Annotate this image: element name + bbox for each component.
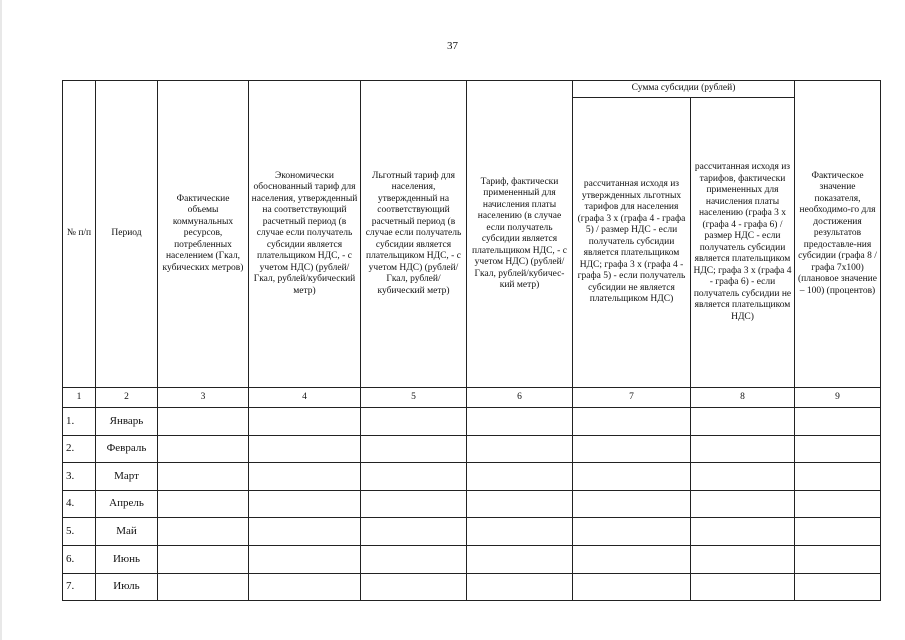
page-edge: [0, 0, 2, 640]
row-period: Апрель: [96, 490, 158, 518]
empty-cell: [467, 573, 573, 601]
empty-cell: [249, 518, 361, 546]
empty-cell: [361, 545, 467, 573]
row-period: Февраль: [96, 435, 158, 463]
empty-cell: [158, 573, 249, 601]
empty-cell: [691, 408, 795, 436]
column-number: 2: [96, 388, 158, 408]
empty-cell: [573, 573, 691, 601]
empty-cell: [361, 435, 467, 463]
row-number: 3.: [63, 463, 96, 491]
empty-cell: [158, 435, 249, 463]
column-number: 6: [467, 388, 573, 408]
column-number: 3: [158, 388, 249, 408]
empty-cell: [467, 490, 573, 518]
empty-cell: [795, 573, 881, 601]
empty-cell: [795, 490, 881, 518]
table-row: [63, 573, 881, 601]
column-number-row: [63, 388, 881, 408]
column-number: 1: [63, 388, 96, 408]
empty-cell: [573, 463, 691, 491]
header-preferential-tariff: Льготный тариф для населения, утвержденный на соответствующий расчетный период (в случае если получатель субсидии является плательщиком НДС, - с учетом НДС) (рублей/Гкал, рублей/кубический метр): [361, 81, 467, 388]
empty-cell: [467, 463, 573, 491]
empty-cell: [795, 408, 881, 436]
empty-cell: [249, 463, 361, 491]
row-number: 5.: [63, 518, 96, 546]
empty-cell: [361, 408, 467, 436]
empty-cell: [795, 463, 881, 491]
empty-cell: [158, 545, 249, 573]
header-applied-tariff: Тариф, фактически примененный для начисления платы населению (в случае если получатель субсидии является плательщиком НДС, - с учетом НДС) (рублей/Гкал, рублей/кубичес-кий метр): [467, 81, 573, 388]
empty-cell: [573, 490, 691, 518]
empty-cell: [467, 545, 573, 573]
empty-cell: [158, 518, 249, 546]
column-number: 8: [691, 388, 795, 408]
header-subsidy-preferential: рассчитанная исходя из утвержденных льготных тарифов для населения (графа 3 x (графа 4 - графа 5) / размер НДС - если получатель субсидии является плательщиком НДС; графа 3 x (графа 4 - графа 5) - если получатель субсидии не является плательщиком НДС): [573, 98, 691, 388]
header-indicator: Фактическое значение показателя, необходимо-го для достижения результатов предоставле-ния субсидии (графа 8 / графа 7x100) (плановое значение – 100) (процентов): [795, 81, 881, 388]
empty-cell: [249, 408, 361, 436]
empty-cell: [249, 545, 361, 573]
empty-cell: [795, 435, 881, 463]
empty-cell: [361, 490, 467, 518]
empty-cell: [795, 545, 881, 573]
empty-cell: [691, 463, 795, 491]
row-period: Май: [96, 518, 158, 546]
empty-cell: [573, 518, 691, 546]
column-number: 9: [795, 388, 881, 408]
empty-cell: [249, 435, 361, 463]
empty-cell: [158, 408, 249, 436]
empty-cell: [467, 435, 573, 463]
header-economic-tariff: Экономически обоснованный тариф для населения, утвержденный на соответствующий расчетный период (в случае если получатель субсидии является плательщиком НДС, - с учетом НДС) (рублей/Гкал, рублей/кубический метр): [249, 81, 361, 388]
row-number: 2.: [63, 435, 96, 463]
header-subsidy-group: Сумма субсидии (рублей): [573, 81, 795, 98]
table-row: [63, 518, 881, 546]
empty-cell: [573, 408, 691, 436]
row-period: Март: [96, 463, 158, 491]
page-number: 37: [447, 40, 458, 52]
row-number: 4.: [63, 490, 96, 518]
table-row: [63, 490, 881, 518]
empty-cell: [249, 573, 361, 601]
empty-cell: [361, 463, 467, 491]
row-number: 6.: [63, 545, 96, 573]
empty-cell: [691, 518, 795, 546]
row-period: Январь: [96, 408, 158, 436]
header-period: Период: [96, 81, 158, 388]
column-number: 4: [249, 388, 361, 408]
empty-cell: [691, 435, 795, 463]
empty-cell: [467, 408, 573, 436]
table-row: [63, 545, 881, 573]
header-num: № п/п: [63, 81, 96, 388]
row-number: 7.: [63, 573, 96, 601]
header-subsidy-applied: рассчитанная исходя из тарифов, фактически примененных для начисления платы населению (графа 3 x (графа 4 - графа 6) / размер НДС - если получатель субсидии является плательщиком НДС; графа 3 x (графа 4 - графа 6) - если получатель субсидии не является плательщиком НДС): [691, 98, 795, 388]
empty-cell: [795, 518, 881, 546]
empty-cell: [467, 518, 573, 546]
row-period: Июнь: [96, 545, 158, 573]
empty-cell: [573, 545, 691, 573]
table-row: [63, 435, 881, 463]
empty-cell: [573, 435, 691, 463]
header-volumes: Фактические объемы коммунальных ресурсов, потребленных населением (Гкал, кубических метров): [158, 81, 249, 388]
empty-cell: [691, 545, 795, 573]
table-row: [63, 408, 881, 436]
empty-cell: [691, 490, 795, 518]
empty-cell: [691, 573, 795, 601]
empty-cell: [158, 490, 249, 518]
row-number: 1.: [63, 408, 96, 436]
column-number: 5: [361, 388, 467, 408]
row-period: Июль: [96, 573, 158, 601]
empty-cell: [158, 463, 249, 491]
column-number: 7: [573, 388, 691, 408]
subsidy-table: [62, 80, 881, 601]
empty-cell: [249, 490, 361, 518]
empty-cell: [361, 573, 467, 601]
table-row: [63, 463, 881, 491]
empty-cell: [361, 518, 467, 546]
